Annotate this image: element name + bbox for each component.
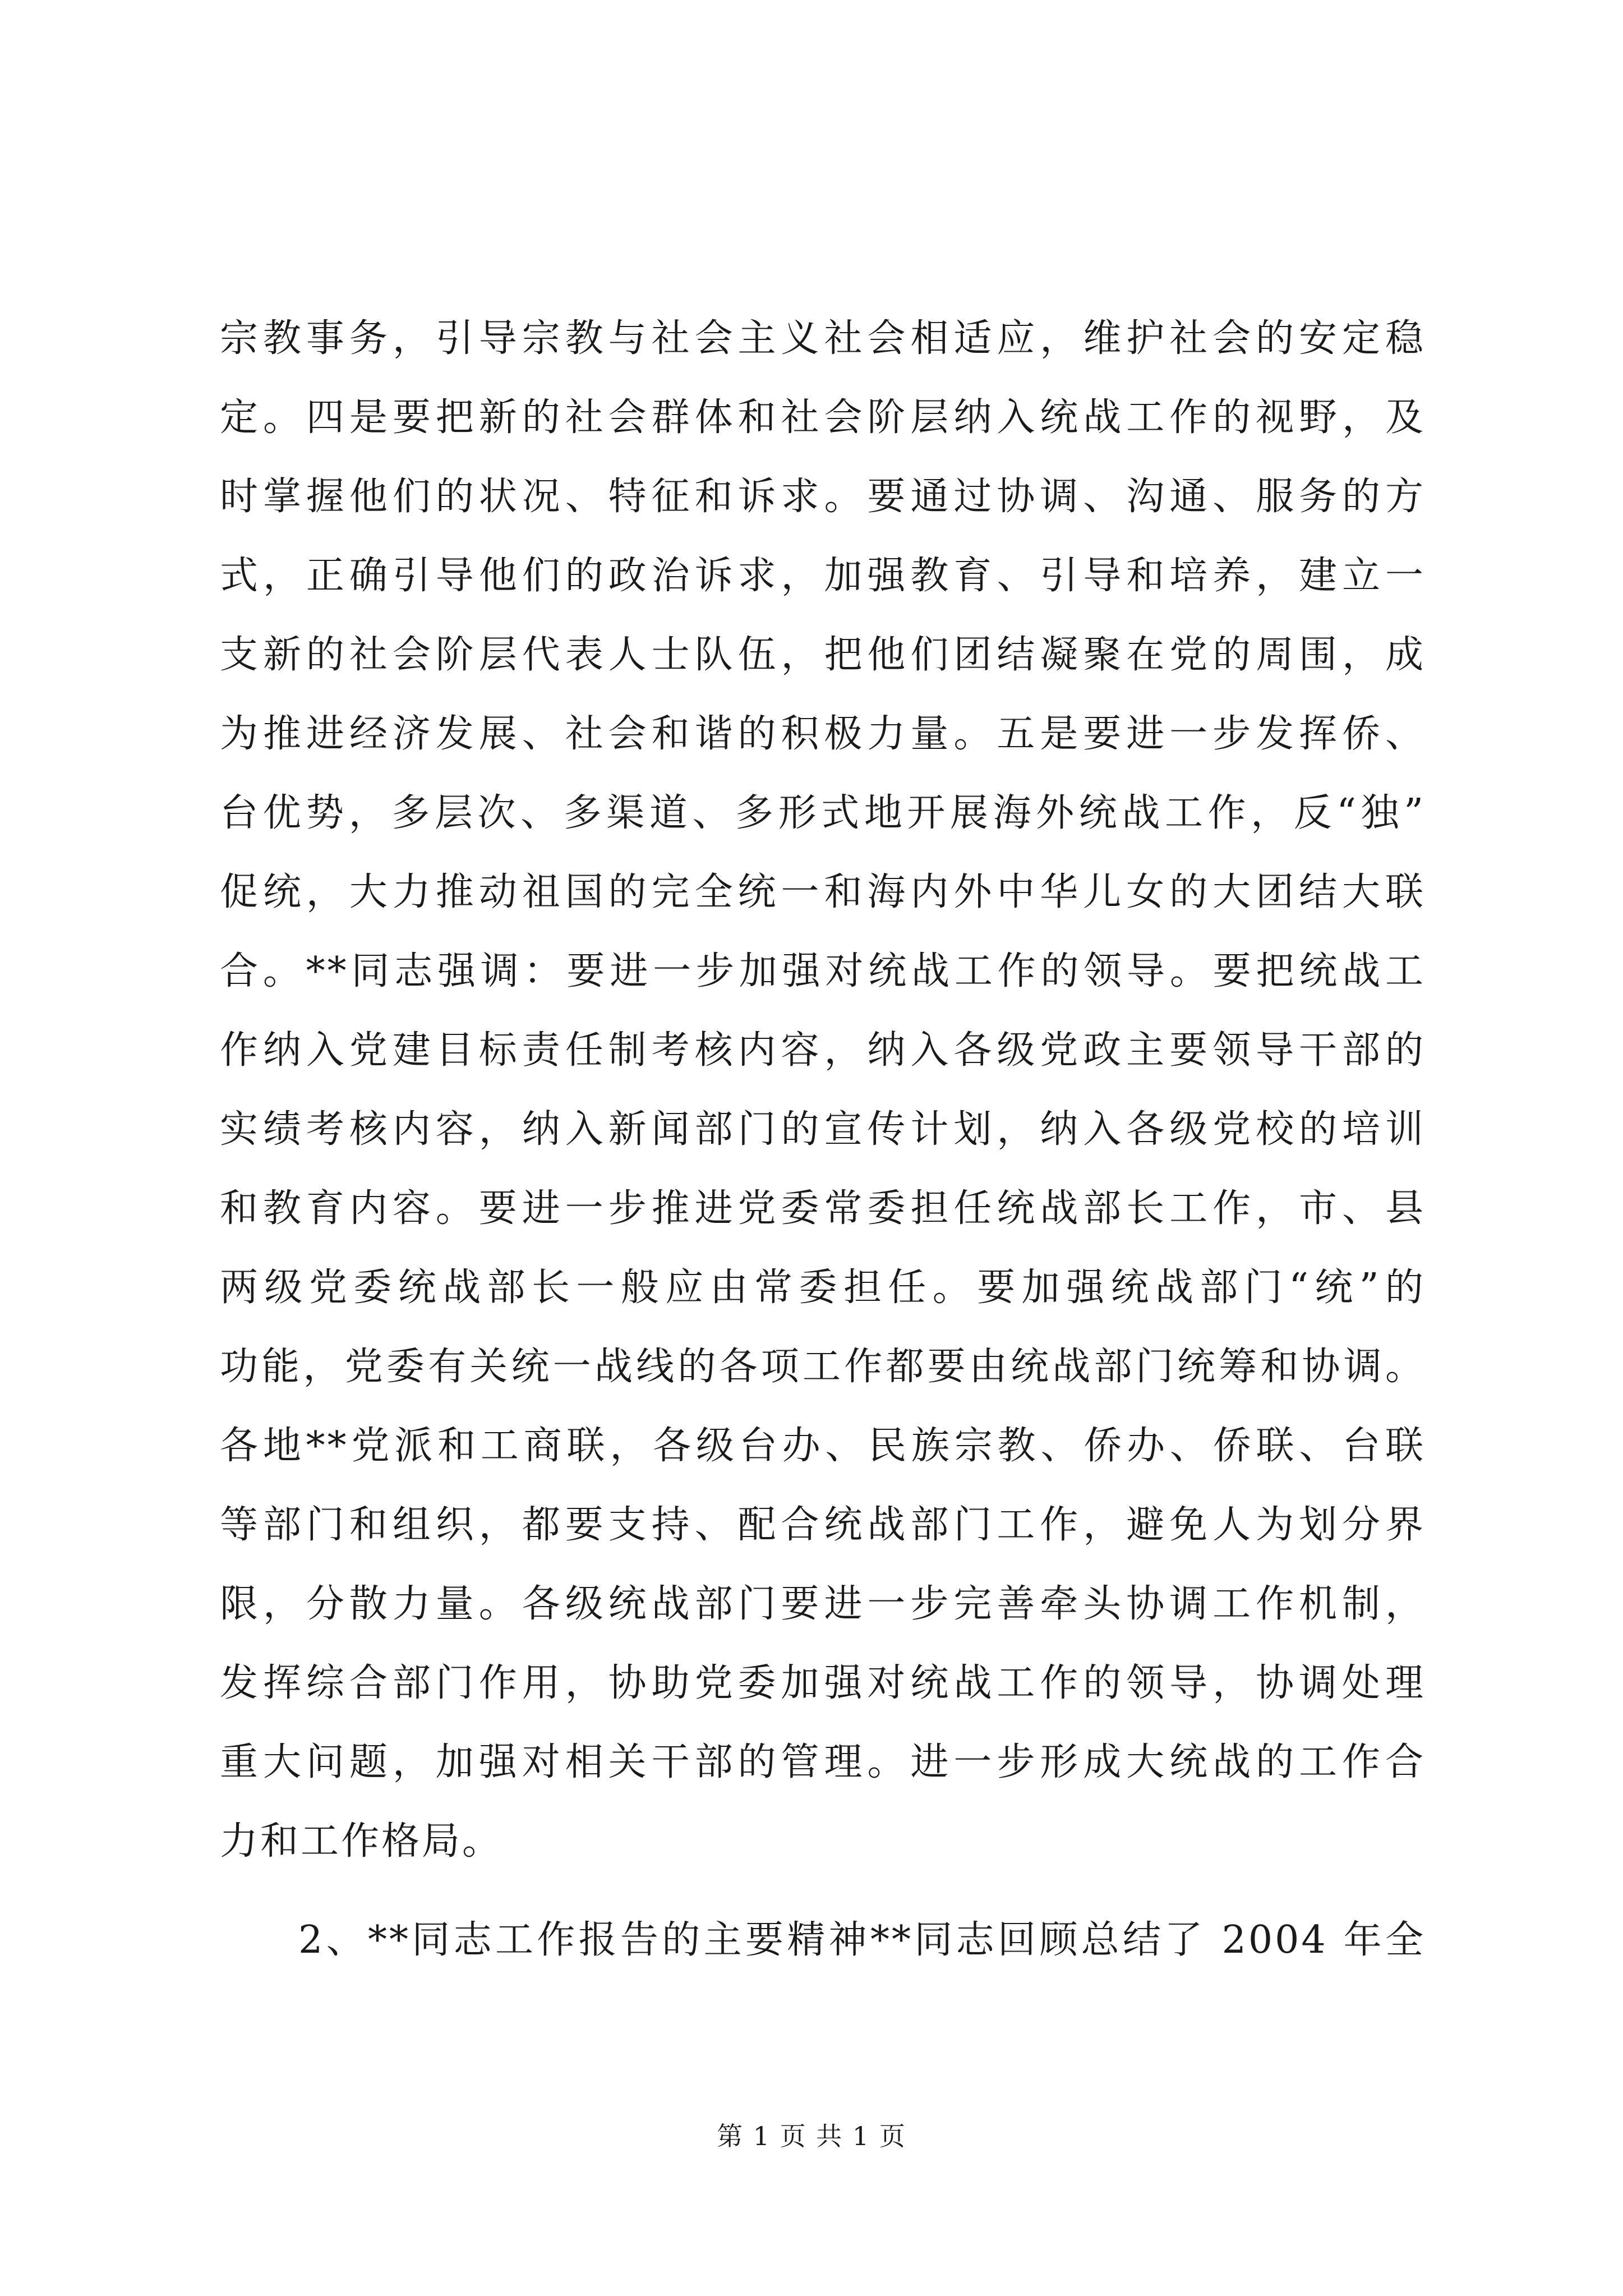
text-line: 台优势，多层次、多渠道、多形式地开展海外统战工作，反“独” bbox=[220, 791, 1426, 835]
text-line: 两级党委统战部长一般应由常委担任。要加强统战部门“统”的 bbox=[220, 1266, 1426, 1310]
text-line: 和教育内容。要进一步推进党委常委担任统战部长工作，市、县 bbox=[220, 1186, 1426, 1231]
text-line: 重大问题，加强对相关干部的管理。进一步形成大统战的工作合 bbox=[220, 1740, 1426, 1784]
text-line: 宗教事务，引导宗教与社会主义社会相适应，维护社会的安定稳 bbox=[220, 316, 1426, 361]
text-line: 为推进经济发展、社会和谐的积极力量。五是要进一步发挥侨、 bbox=[220, 712, 1426, 756]
text-line: 式，正确引导他们的政治诉求，加强教育、引导和培养，建立一 bbox=[220, 554, 1426, 598]
text-line: 功能，党委有关统一战线的各项工作都要由统战部门统筹和协调。 bbox=[220, 1345, 1426, 1389]
text-line: 作纳入党建目标责任制考核内容，纳入各级党政主要领导干部的 bbox=[220, 1028, 1426, 1073]
text-line: 定。四是要把新的社会群体和社会阶层纳入统战工作的视野，及 bbox=[220, 395, 1426, 440]
page-footer: 第 1 页 共 1 页 bbox=[717, 2121, 906, 2151]
text-line: 实绩考核内容，纳入新闻部门的宣传计划，纳入各级党校的培训 bbox=[220, 1107, 1426, 1152]
text-line: 各地**党派和工商联，各级台办、民族宗教、侨办、侨联、台联 bbox=[220, 1424, 1426, 1468]
text-line: 等部门和组织，都要支持、配合统战部门工作，避免人为划分界 bbox=[220, 1503, 1426, 1547]
section-heading-line: 2、**同志工作报告的主要精神**同志回顾总结了 2004 年全 bbox=[298, 1918, 1426, 1962]
text-line: 发挥综合部门作用，协助党委加强对统战工作的领导，协调处理 bbox=[220, 1661, 1426, 1705]
text-line: 力和工作格局。 bbox=[220, 1819, 503, 1864]
text-line: 支新的社会阶层代表人士队伍，把他们团结凝聚在党的周围，成 bbox=[220, 633, 1426, 677]
text-line: 促统，大力推动祖国的完全统一和海内外中华儿女的大团结大联 bbox=[220, 870, 1426, 914]
text-line: 合。**同志强调：要进一步加强对统战工作的领导。要把统战工 bbox=[220, 949, 1426, 993]
text-line: 限，分散力量。各级统战部门要进一步完善牵头协调工作机制， bbox=[220, 1582, 1426, 1626]
text-line: 时掌握他们的状况、特征和诉求。要通过协调、沟通、服务的方 bbox=[220, 475, 1426, 519]
